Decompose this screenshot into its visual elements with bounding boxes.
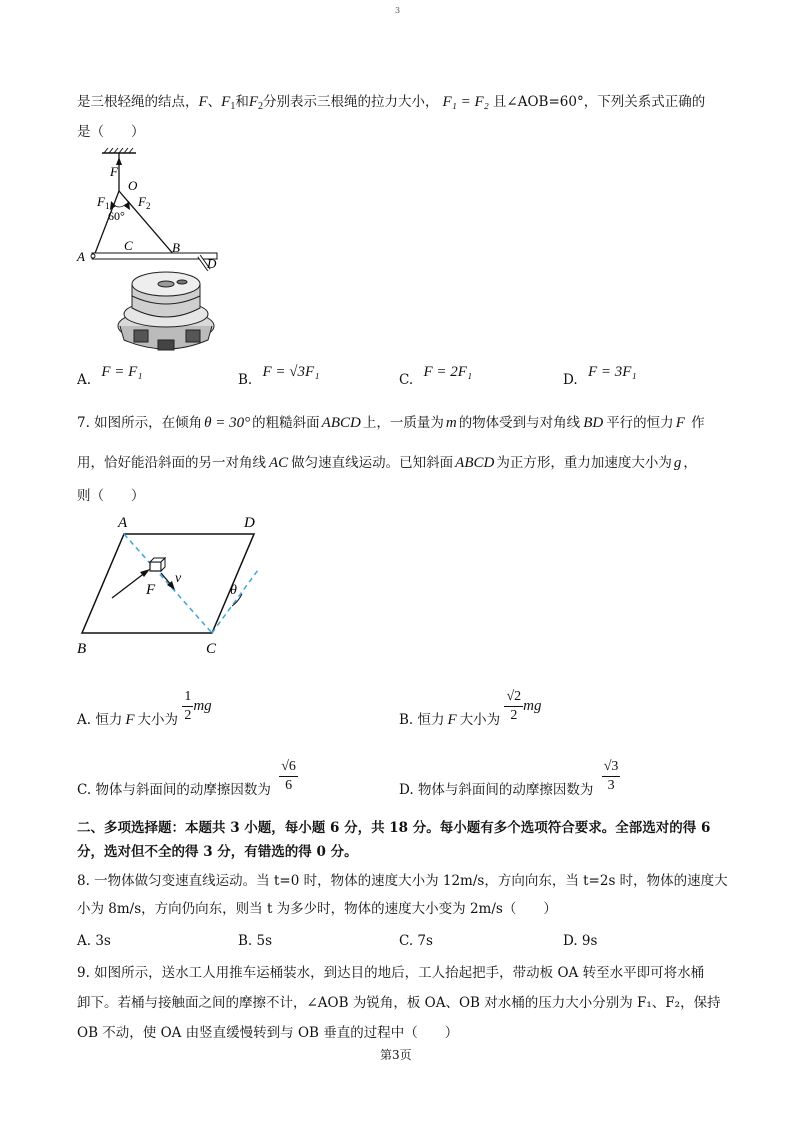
q7-fig-label-B: B xyxy=(77,641,87,657)
q6-option-d[interactable]: D. F = 3F₁ xyxy=(563,364,637,388)
q6-equation: F₁ = F₂ xyxy=(442,94,489,110)
q6-var-F1: $F_1$ xyxy=(221,94,236,112)
q6-var-F2: $F_2$ xyxy=(248,94,264,112)
q7-line-2: 用，恰好能沿斜面的另一对角线 AC 做匀速直线运动。已知斜面 ABCD 为正方形，重力加速度大小为 g ， xyxy=(77,455,697,471)
section2-heading-line-2: 分，选对但不全的得 3 分，有错选的得 0 分。 xyxy=(77,844,358,860)
section2-heading-line-1: 二、多项选择题：本题共 3 小题，每小题 6 分，共 18 分。每小题有多个选项符合要求。全部选对的得 6 xyxy=(77,820,711,836)
q6-option-a[interactable]: A. F = F₁ xyxy=(77,364,143,388)
q7-option-b[interactable]: B. 恒力 F 大小为 $\frac{√2}{2}$ mg xyxy=(399,689,542,728)
q7-option-c[interactable]: C. 物体与斜面间的动摩擦因数为 $\frac{√6}{6}$ xyxy=(77,759,296,798)
q8-line-2: 小为 8m/s，方向仍向东，则当 t 为多少时，物体的速度大小变为 2m/s（ ） xyxy=(77,901,557,917)
q6-option-b[interactable]: B. F = √3F₁ xyxy=(238,364,320,388)
q6-fig-label-angle: 60° xyxy=(108,209,125,223)
q6-text-d: 分别表示三根绳的拉力大小， xyxy=(263,94,439,110)
q6-line-1 xyxy=(77,92,705,117)
q7-fig-label-F: F xyxy=(146,582,156,598)
q6-text-b: 、 xyxy=(207,94,222,110)
q6-figure xyxy=(74,144,234,354)
q6-text-c: 和 xyxy=(235,94,249,110)
page-header-mark: 3 xyxy=(395,6,401,15)
q7-line-1: 7. 如图所示，在倾角 θ = 30° 的粗糙斜面 ABCD 上，一质量为 m 的物体受到与对角线 BD 平行的恒力 F 作 xyxy=(77,415,705,431)
q7-fig-label-C: C xyxy=(206,641,217,657)
q6-fig-label-D: D xyxy=(207,256,217,271)
q6-line-2: 是（ ） xyxy=(77,124,145,140)
q9-line-3: OB 不动，使 OA 由竖直缓慢转到与 OB 垂直的过程中（ ） xyxy=(77,1025,459,1041)
q7-option-a[interactable]: A. 恒力 F 大小为 $\frac{1}{2}$ mg xyxy=(77,689,212,728)
q6-option-c[interactable]: C. F = 2F₁ xyxy=(399,364,473,388)
q7-fig-label-v: v xyxy=(175,571,182,586)
q7-fig-label-D: D xyxy=(244,515,255,531)
q6-fig-label-F: F xyxy=(110,164,118,179)
q6-fig-label-F1: $F_1$ xyxy=(97,194,110,211)
q7-fig-label-theta: θ xyxy=(230,583,237,598)
q6-text-e: 且∠AOB=60°，下列关系式正确的 xyxy=(492,94,706,110)
q6-var-F: F xyxy=(198,94,208,110)
q7-figure xyxy=(74,510,274,660)
q6-fig-label-C: C xyxy=(124,238,133,253)
page-footer: 第3页 xyxy=(380,1048,412,1062)
q6-fig-label-F2: $F_2$ xyxy=(138,194,151,211)
q7-option-d[interactable]: D. 物体与斜面间的动摩擦因数为 $\frac{√3}{3}$ xyxy=(399,759,619,798)
q7-fig-label-A: A xyxy=(118,515,128,531)
q6-text-a: 是三根轻绳的结点， xyxy=(77,94,199,110)
q6-fig-label-A: A xyxy=(77,249,85,264)
q8-option-b[interactable]: B. 5s xyxy=(238,933,273,949)
q9-line-2: 卸下。若桶与接触面之间的摩擦不计，∠AOB 为锐角，板 OA、OB 对水桶的压力大小分别为 F₁、F₂，保持 xyxy=(77,995,721,1011)
q7-line-3: 则（ ） xyxy=(77,488,145,504)
q8-option-a[interactable]: A. 3s xyxy=(77,933,111,949)
q9-line-1: 9. 如图所示，送水工人用推车运桶装水，到达目的地后，工人抬起把手，带动板 OA 转至水平即可将水桶 xyxy=(77,965,705,981)
millstone-illustration xyxy=(118,272,214,350)
q8-option-c[interactable]: C. 7s xyxy=(399,933,433,949)
q8-option-d[interactable]: D. 9s xyxy=(563,933,598,949)
q8-line-1: 8. 一物体做匀变速直线运动。当 t=0 时，物体的速度大小为 12m/s，方向向东，当 t=2s 时，物体的速度大 xyxy=(77,873,728,889)
q6-fig-label-B: B xyxy=(172,240,180,255)
q6-fig-label-O: O xyxy=(128,178,138,193)
